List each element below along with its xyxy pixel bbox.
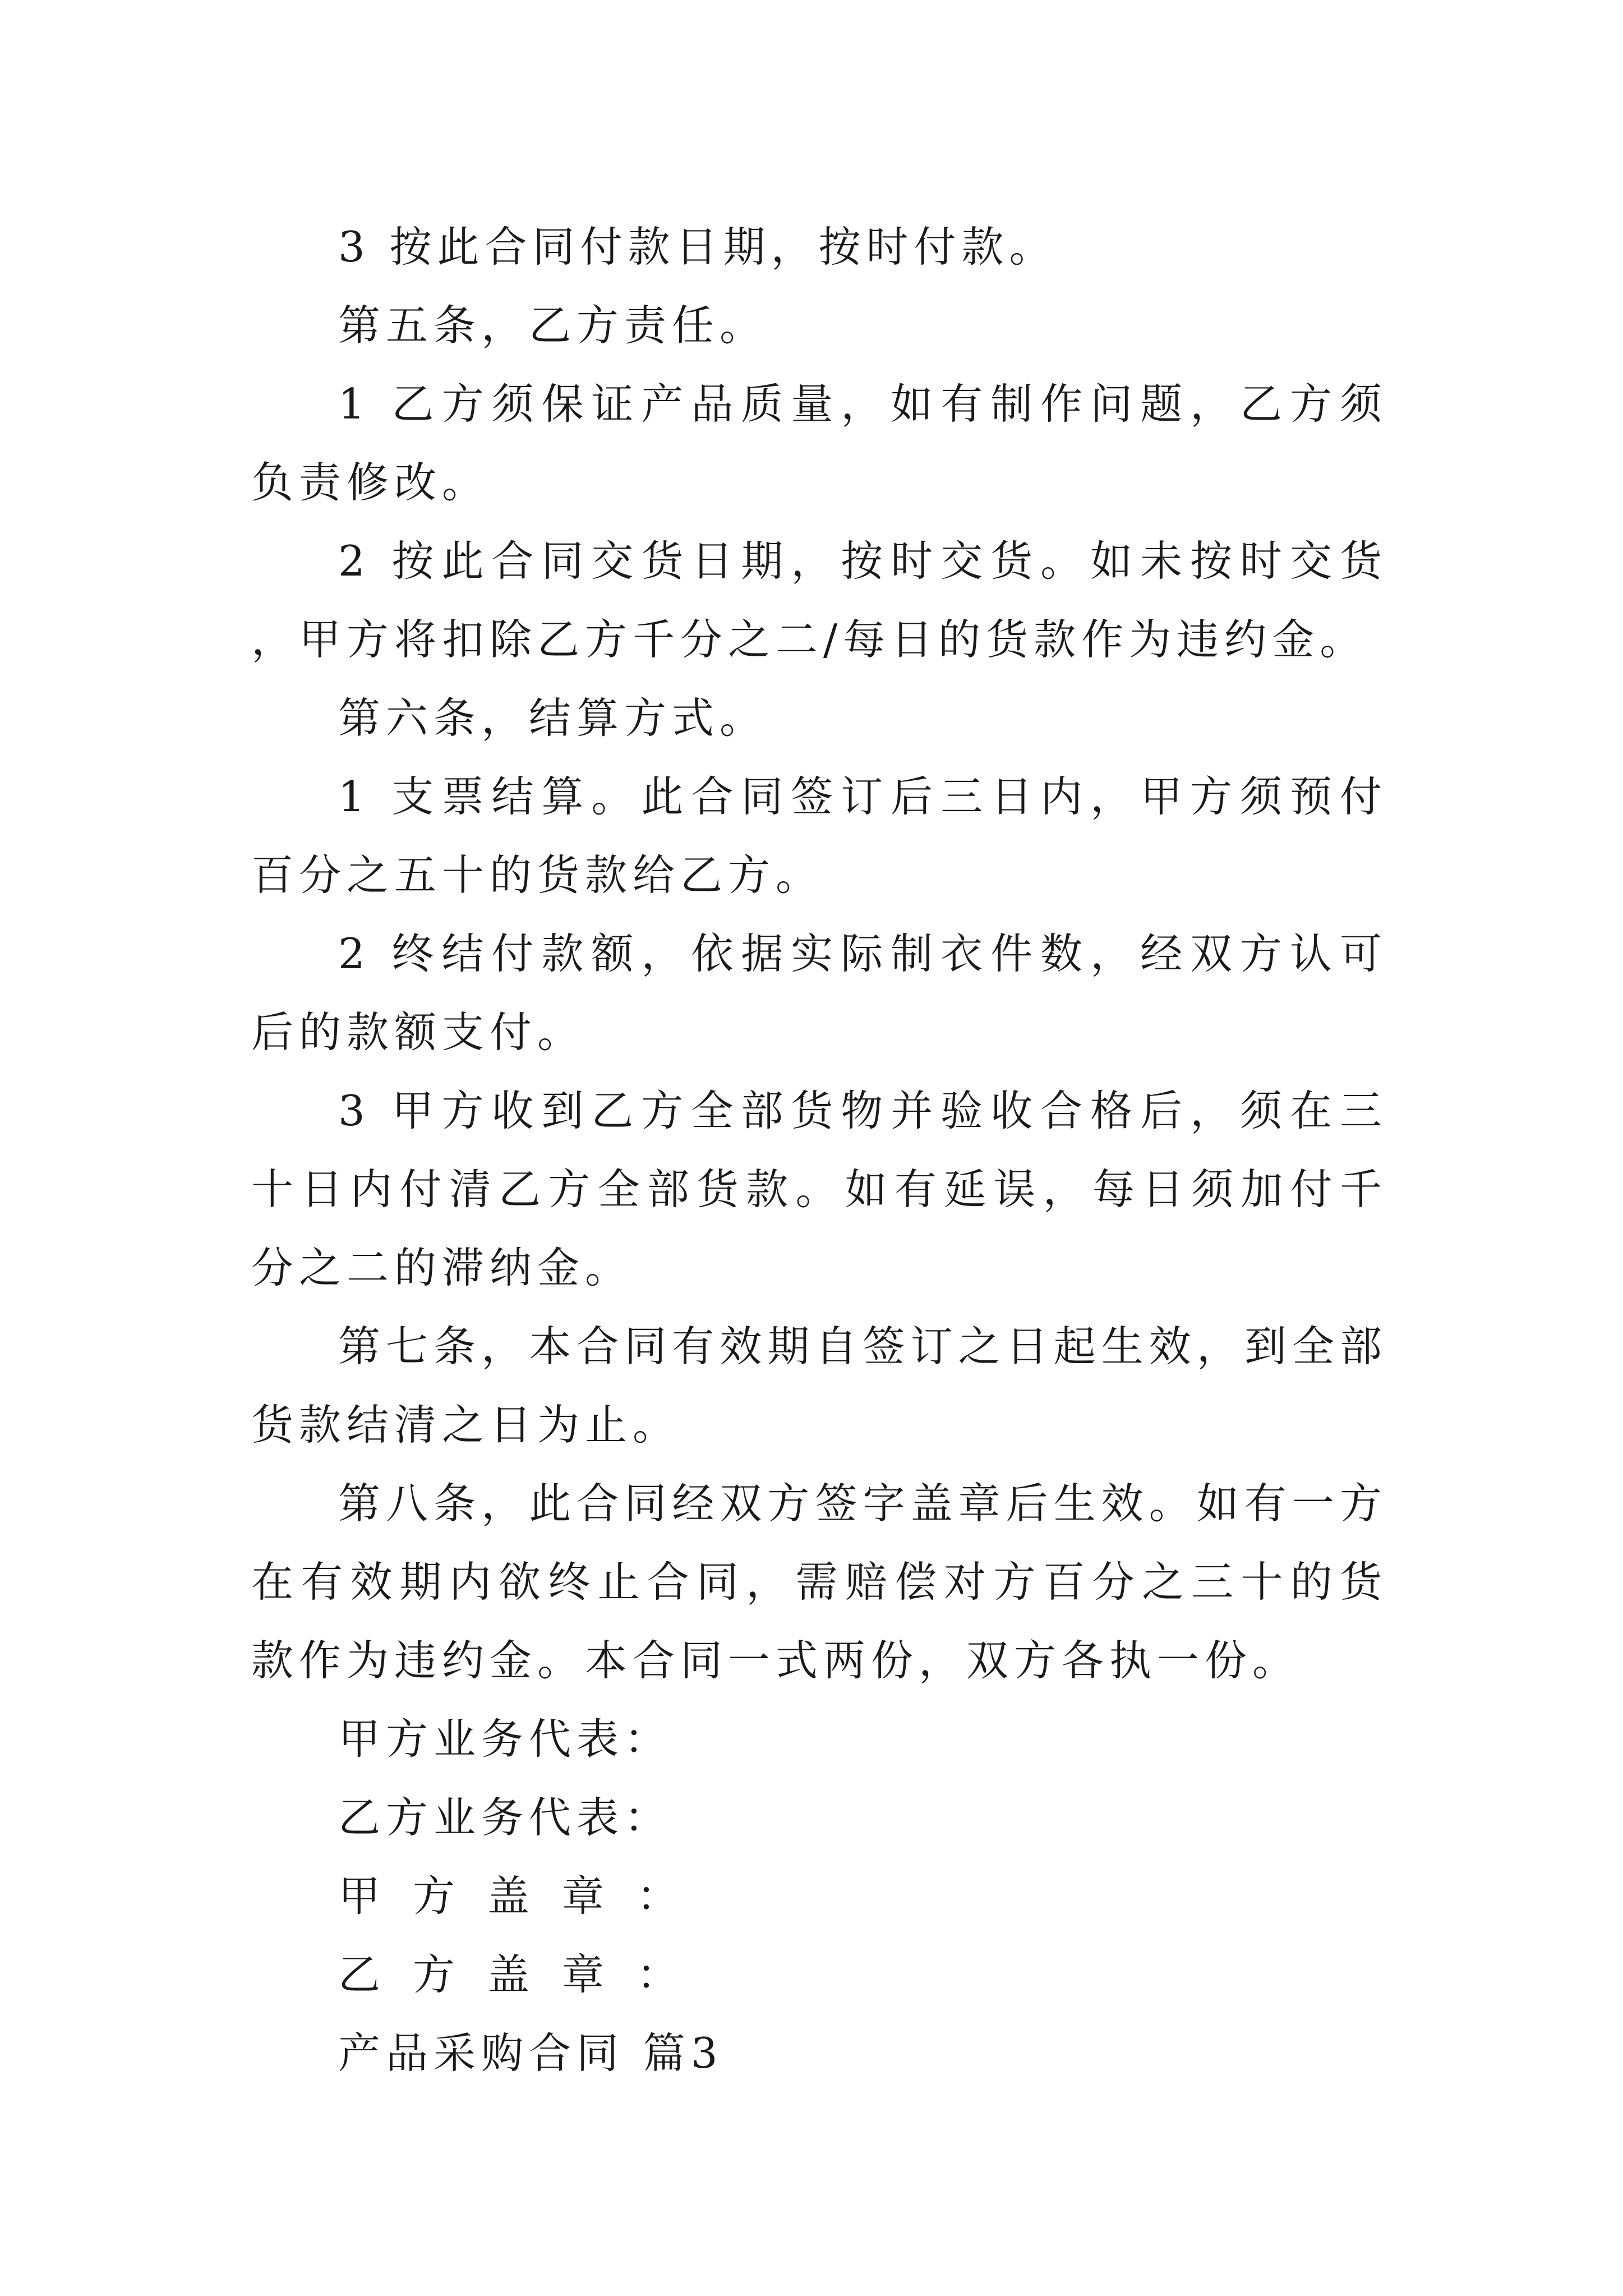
party-a-seal-line: 甲方盖章： [338, 1871, 712, 1921]
party-a-representative-line: 甲方业务代表： [338, 1714, 672, 1764]
clause-6-item-2: 2 终结付款额，依据实际制衣件数，经双方认可后的款额支付。 [251, 929, 1387, 1057]
article-8: 第八条，此合同经双方签字盖章后生效。如有一方在有效期内欲终止合同，需赔偿对方百分之三十的货款作为违约金。本合同一式两份，双方各执一份。 [251, 1479, 1387, 1685]
party-b-seal-line: 乙方盖章： [338, 1950, 712, 1999]
clause-6-item-1: 1 支票结算。此合同签订后三日内，甲方须预付百分之五十的货款给乙方。 [251, 772, 1387, 900]
clause-5-item-2: 2 按此合同交货日期，按时交货。如未按时交货，甲方将扣除乙方千分之二/每日的货款作为违约金。 [251, 536, 1387, 664]
clause-5-item-1: 1 乙方须保证产品质量，如有制作问题，乙方须负责修改。 [251, 379, 1387, 507]
clause-6-item-3: 3 甲方收到乙方全部货物并验收合格后，须在三十日内付清乙方全部货款。如有延误，每日须加付千分之二的滞纳金。 [251, 1086, 1387, 1292]
next-section-title: 产品采购合同 篇3 [338, 2028, 723, 2078]
article-6-heading: 第六条，结算方式。 [338, 693, 768, 743]
clause-4-item-3: 3 按此合同付款日期，按时付款。 [338, 222, 1057, 272]
contract-body [251, 208, 1387, 2092]
article-7: 第七条，本合同有效期自签订之日起生效，到全部货款结清之日为止。 [251, 1322, 1387, 1450]
article-5-heading: 第五条，乙方责任。 [338, 301, 768, 350]
party-b-representative-line: 乙方业务代表： [338, 1793, 672, 1842]
